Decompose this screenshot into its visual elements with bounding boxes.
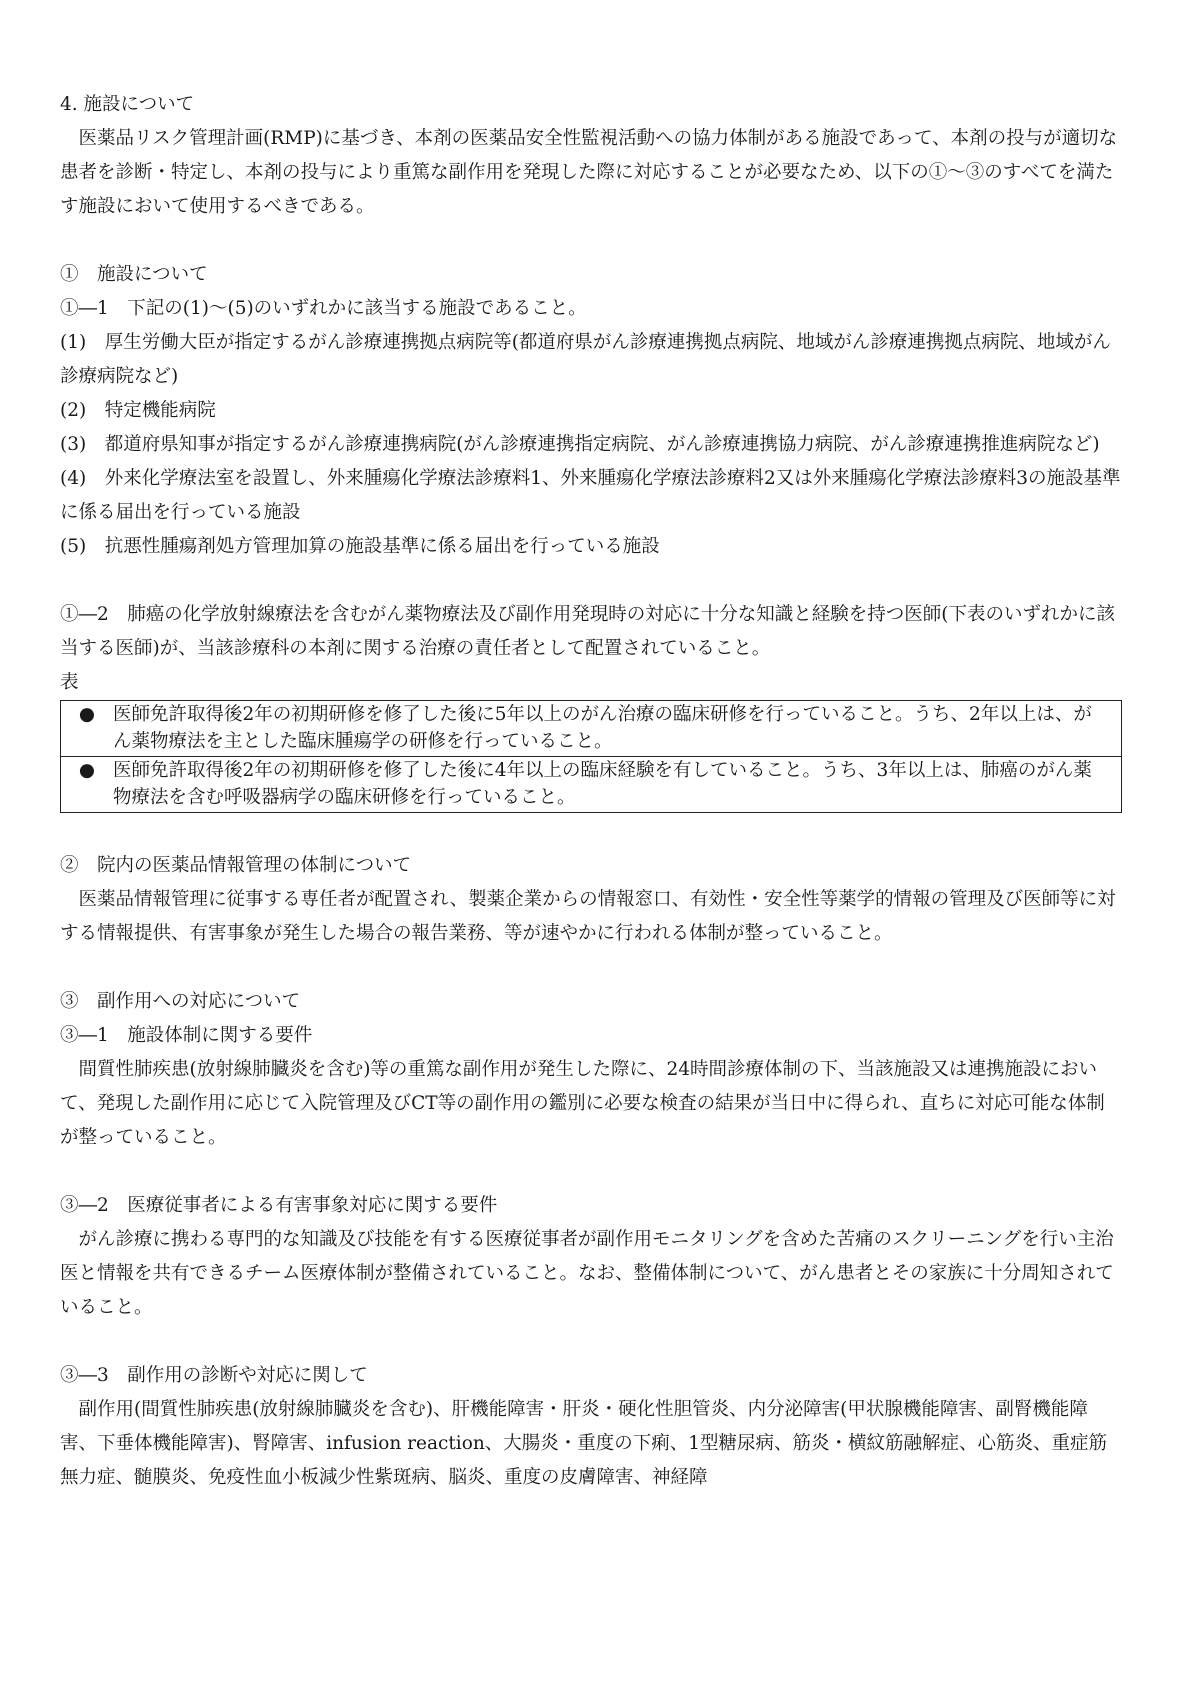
table-cell-text: 医師免許取得後2年の初期研修を修了した後に5年以上のがん治療の臨床研修を行っていること。うち、2年以上は、がん薬物療法を主とした臨床腫瘍学の研修を行っていること。 xyxy=(113,704,1092,752)
list-item: (5) 抗悪性腫瘍剤処方管理加算の施設基準に係る届出を行っている施設 xyxy=(60,536,660,557)
item-3-3-heading: ③―3 副作用の診断や対応に関して xyxy=(60,1365,368,1386)
item-3-heading: ③ 副作用への対応について xyxy=(60,991,301,1012)
list-item: (4) 外来化学療法室を設置し、外来腫瘍化学療法診療料1、外来腫瘍化学療法診療料2又は外来腫瘍化学療法診療料3の施設基準に係る届出を行っている施設 xyxy=(60,468,1121,523)
spacer xyxy=(60,813,1121,849)
bullet-icon: ● xyxy=(78,704,96,725)
table-row xyxy=(61,757,1122,813)
list-item: (3) 都道府県知事が指定するがん診療連携病院(がん診療連携指定病院、がん診療連携協力病院、がん診療連携推進病院など) xyxy=(60,434,1100,455)
item-3-3-text: 副作用(間質性肺疾患(放射線肺臓炎を含む)、肝機能障害・肝炎・硬化性胆管炎、内分泌障害(甲状腺機能障害、副腎機能障害、下垂体機能障害)、腎障害、infusion reaction、大腸炎・重度の下痢、1型糖尿病、筋炎・横紋筋融解症、心筋炎、重症筋無力症、髄膜炎、免疫性血小板減少性紫斑病、脳炎、重度の皮膚障害、神経障 xyxy=(60,1399,1108,1488)
table-label: 表 xyxy=(60,672,79,693)
item-3-2-heading: ③―2 医療従事者による有害事象対応に関する要件 xyxy=(60,1195,498,1216)
spacer xyxy=(60,951,1121,985)
list-item: (2) 特定機能病院 xyxy=(60,400,216,421)
item-1-1-heading: ①―1 下記の(1)～(5)のいずれかに該当する施設であること。 xyxy=(60,298,587,319)
item-3-1-text: 間質性肺疾患(放射線肺臓炎を含む)等の重篤な副作用が発生した際に、24時間診療体制の下、当該施設又は連携施設において、発現した副作用に応じて入院管理及びCT等の副作用の鑑別に必要な検査の結果が当日中に得られ、直ちに対応可能な体制が整っていること。 xyxy=(60,1059,1105,1148)
item-1-heading: ① 施設について xyxy=(60,264,208,285)
table-cell-text: 医師免許取得後2年の初期研修を修了した後に4年以上の臨床経験を有していること。うち、3年以上は、肺癌のがん薬物療法を含む呼吸器病学の臨床研修を行っていること。 xyxy=(113,760,1092,808)
section-4-intro: 医薬品リスク管理計画(RMP)に基づき、本剤の医薬品安全性監視活動への協力体制がある施設であって、本剤の投与が適切な患者を診断・特定し、本剤の投与により重篤な副作用を発現した際に対応することが必要なため、以下の①～③のすべてを満たす施設において使用するべきである。 xyxy=(60,128,1118,217)
section-4-heading: 4. 施設について xyxy=(60,94,195,115)
spacer xyxy=(60,1155,1121,1189)
spacer xyxy=(60,564,1121,598)
table-row xyxy=(61,701,1122,757)
list-item: (1) 厚生労働大臣が指定するがん診療連携拠点病院等(都道府県がん診療連携拠点病院、地域がん診療連携拠点病院、地域がん診療病院など) xyxy=(60,332,1111,387)
item-2-text: 医薬品情報管理に従事する専任者が配置され、製薬企業からの情報窓口、有効性・安全性等薬学的情報の管理及び医師等に対する情報提供、有害事象が発生した場合の報告業務、等が速やかに行われる体制が整っていること。 xyxy=(60,889,1116,944)
item-3-2-text: がん診療に携わる専門的な知識及び技能を有する医療従事者が副作用モニタリングを含めた苦痛のスクリーニングを行い主治医と情報を共有できるチーム医療体制が整備されていること。なお、整備体制について、がん患者とその家族に十分周知されていること。 xyxy=(60,1229,1114,1318)
item-3-1-heading: ③―1 施設体制に関する要件 xyxy=(60,1025,313,1046)
bullet-icon: ● xyxy=(78,760,96,781)
item-1-2-text: ①―2 肺癌の化学放射線療法を含むがん薬物療法及び副作用発現時の対応に十分な知識と経験を持つ医師(下表のいずれかに該当する医師)が、当該診療科の本剤に関する治療の責任者として配置されていること。 xyxy=(60,604,1115,659)
spacer xyxy=(60,224,1121,258)
spacer xyxy=(60,1325,1121,1359)
item-2-heading: ② 院内の医薬品情報管理の体制について xyxy=(60,855,412,876)
requirements-table xyxy=(60,700,1122,813)
